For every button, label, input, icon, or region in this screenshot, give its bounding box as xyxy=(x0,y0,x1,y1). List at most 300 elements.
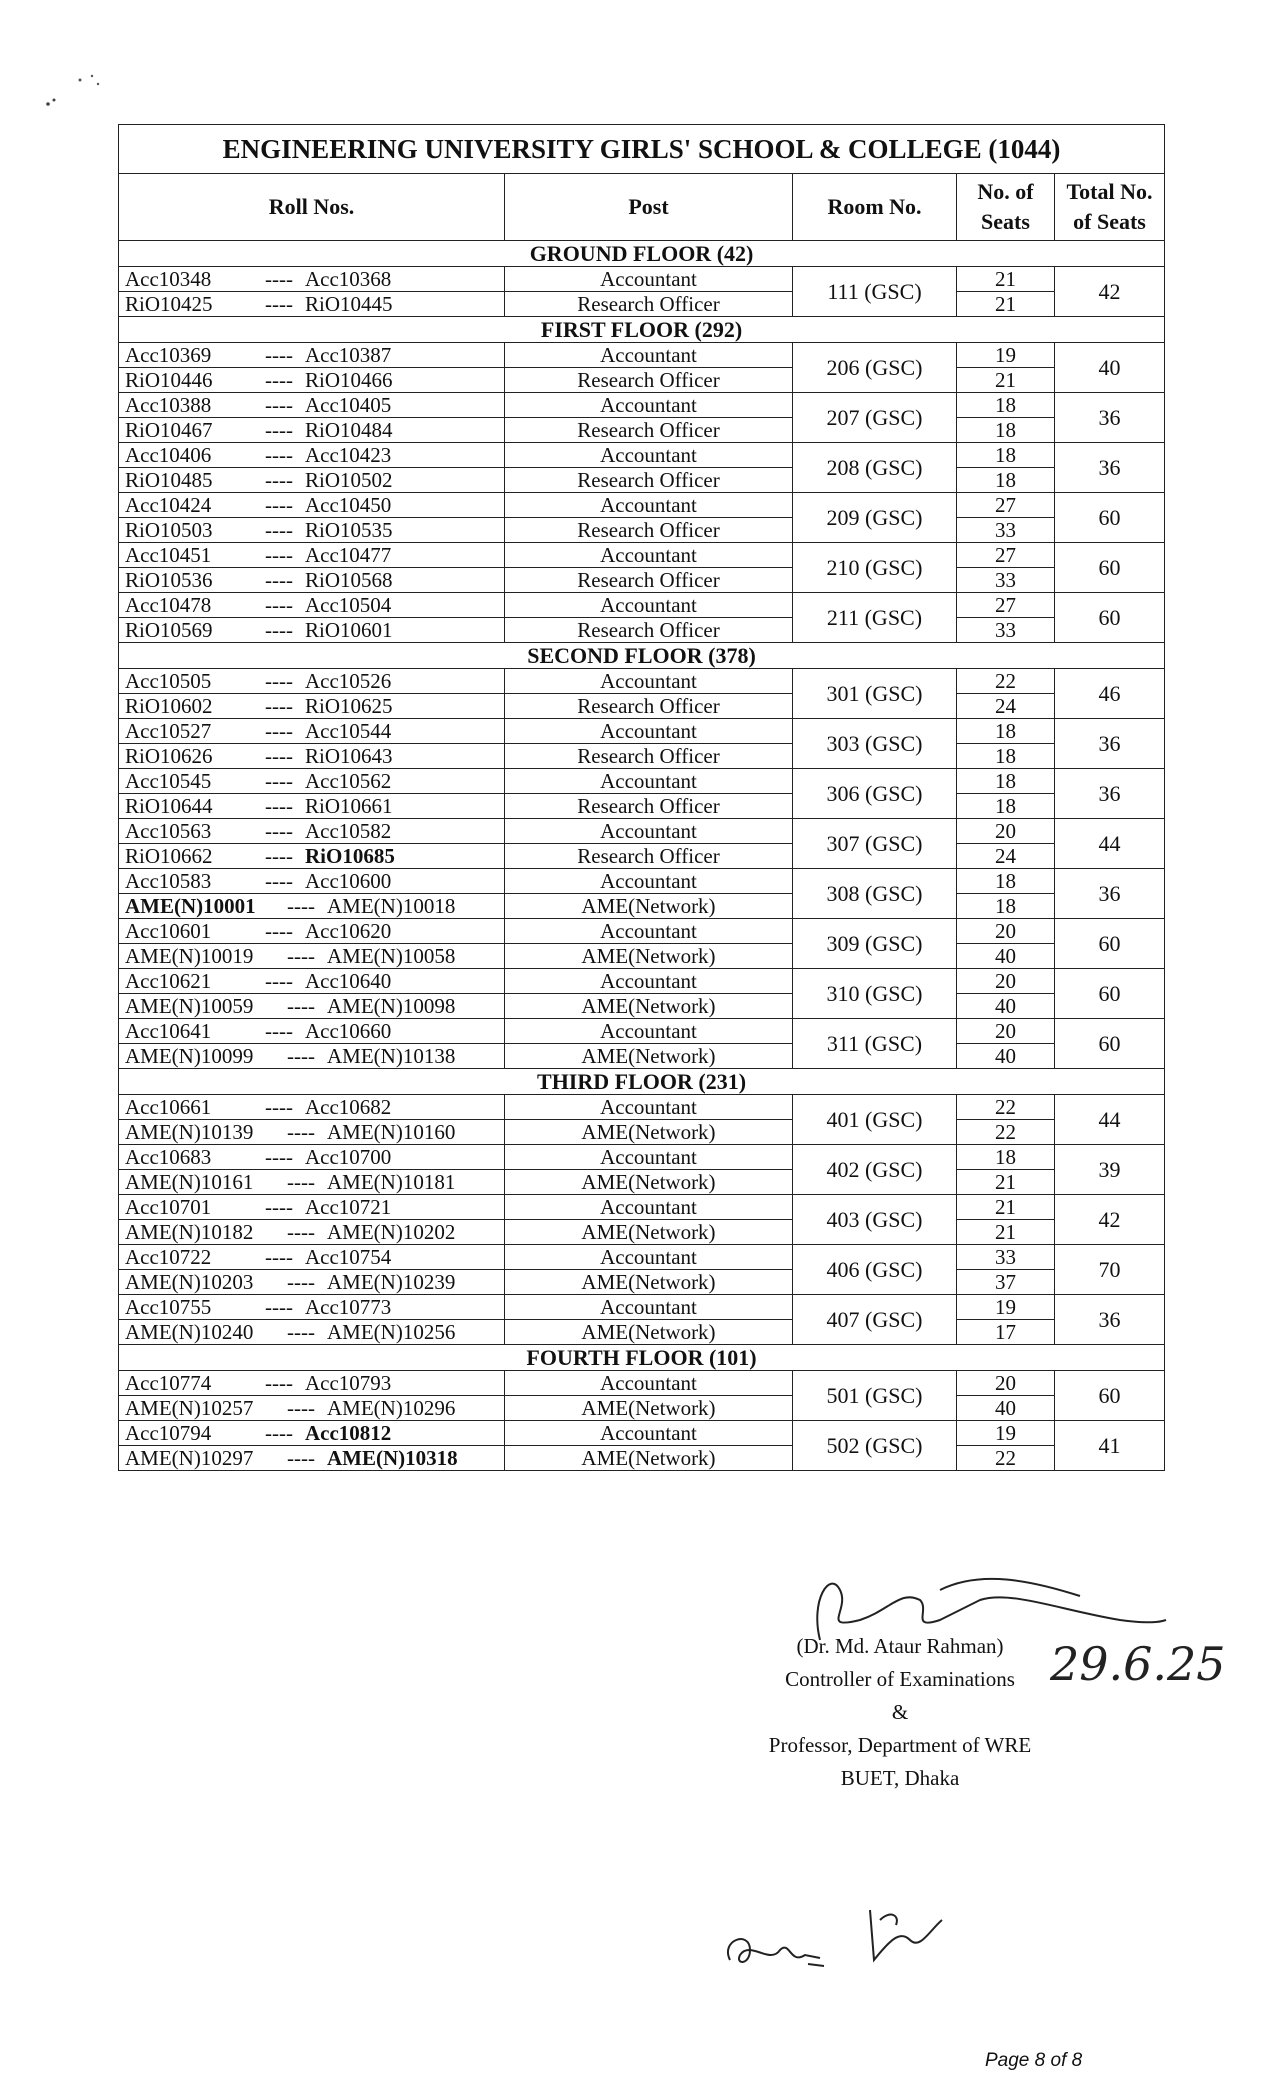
roll-range-cell xyxy=(119,1220,505,1245)
seats-cell: 20 xyxy=(957,1371,1055,1396)
roll-to: RiO10445 xyxy=(305,292,393,316)
roll-separator: ---- xyxy=(265,819,293,843)
roll-to: AME(N)10138 xyxy=(327,1044,456,1068)
room-number-cell: 308 (GSC) xyxy=(793,869,957,919)
post-cell: Accountant xyxy=(505,1245,793,1270)
roll-to: Acc10640 xyxy=(305,969,392,993)
roll-range-cell xyxy=(119,343,505,368)
roll-range-cell xyxy=(119,844,505,869)
post-cell: AME(Network) xyxy=(505,1320,793,1345)
table-row xyxy=(119,292,1165,317)
roll-to: AME(N)10018 xyxy=(327,894,456,918)
roll-to: RiO10661 xyxy=(305,794,393,818)
post-cell: Accountant xyxy=(505,1095,793,1120)
roll-to: Acc10620 xyxy=(305,919,392,943)
roll-separator: ---- xyxy=(265,418,293,442)
roll-range-cell xyxy=(119,1195,505,1220)
roll-range-cell xyxy=(119,518,505,543)
seats-cell: 24 xyxy=(957,694,1055,719)
roll-separator: ---- xyxy=(287,1446,315,1470)
floor-name: THIRD FLOOR (231) xyxy=(119,1069,1165,1095)
table-row xyxy=(119,1421,1165,1446)
roll-separator: ---- xyxy=(287,1270,315,1294)
seats-cell: 19 xyxy=(957,1421,1055,1446)
post-cell: Accountant xyxy=(505,1019,793,1044)
roll-to: AME(N)10098 xyxy=(327,994,456,1018)
table-row xyxy=(119,443,1165,468)
roll-range-cell xyxy=(119,1120,505,1145)
total-seats-cell: 60 xyxy=(1055,543,1165,593)
roll-from: Acc10348 xyxy=(125,267,212,291)
roll-separator: ---- xyxy=(265,1145,293,1169)
roll-from: AME(N)10099 xyxy=(125,1044,254,1068)
initials-scribble xyxy=(720,1920,840,1980)
roll-from: RiO10425 xyxy=(125,292,213,316)
roll-separator: ---- xyxy=(265,468,293,492)
seats-cell: 21 xyxy=(957,267,1055,292)
table-row xyxy=(119,593,1165,618)
roll-from: AME(N)10001 xyxy=(125,894,256,918)
seats-cell: 20 xyxy=(957,819,1055,844)
seats-cell: 33 xyxy=(957,1245,1055,1270)
post-cell: Accountant xyxy=(505,1421,793,1446)
table-row xyxy=(119,1371,1165,1396)
roll-from: AME(N)10203 xyxy=(125,1270,254,1294)
roll-to: Acc10773 xyxy=(305,1295,392,1319)
roll-separator: ---- xyxy=(265,744,293,768)
roll-range-cell xyxy=(119,769,505,794)
roll-to: Acc10423 xyxy=(305,443,392,467)
roll-to: AME(N)10058 xyxy=(327,944,456,968)
roll-to: AME(N)10296 xyxy=(327,1396,456,1420)
total-seats-cell: 60 xyxy=(1055,1019,1165,1069)
roll-separator: ---- xyxy=(265,618,293,642)
table-row xyxy=(119,794,1165,819)
roll-to: RiO10535 xyxy=(305,518,393,542)
signatory-title: Controller of Examinations xyxy=(785,1667,1015,1691)
roll-range-cell xyxy=(119,1270,505,1295)
roll-to: RiO10568 xyxy=(305,568,393,592)
roll-separator: ---- xyxy=(287,1220,315,1244)
table-row xyxy=(119,1095,1165,1120)
roll-from: Acc10794 xyxy=(125,1421,212,1445)
roll-from: RiO10503 xyxy=(125,518,213,542)
roll-from: RiO10602 xyxy=(125,694,213,718)
post-cell: Accountant xyxy=(505,869,793,894)
post-cell: Accountant xyxy=(505,819,793,844)
roll-to: Acc10721 xyxy=(305,1195,392,1219)
roll-to: Acc10526 xyxy=(305,669,392,693)
signature-block xyxy=(700,1630,1100,1795)
total-seats-cell: 44 xyxy=(1055,1095,1165,1145)
post-cell: Research Officer xyxy=(505,618,793,643)
roll-range-cell xyxy=(119,969,505,994)
table-row xyxy=(119,894,1165,919)
post-cell: Research Officer xyxy=(505,418,793,443)
roll-to: Acc10600 xyxy=(305,869,392,893)
roll-from: RiO10536 xyxy=(125,568,213,592)
roll-separator: ---- xyxy=(287,1044,315,1068)
roll-separator: ---- xyxy=(265,267,293,291)
roll-separator: ---- xyxy=(287,944,315,968)
seats-cell: 19 xyxy=(957,343,1055,368)
seats-cell: 18 xyxy=(957,719,1055,744)
roll-separator: ---- xyxy=(265,969,293,993)
seats-cell: 33 xyxy=(957,618,1055,643)
total-seats-cell: 36 xyxy=(1055,769,1165,819)
table-row xyxy=(119,719,1165,744)
post-cell: Research Officer xyxy=(505,368,793,393)
total-seats-cell: 60 xyxy=(1055,969,1165,1019)
roll-range-cell xyxy=(119,1371,505,1396)
roll-range-cell xyxy=(119,393,505,418)
roll-to: Acc10405 xyxy=(305,393,392,417)
total-seats-cell: 44 xyxy=(1055,819,1165,869)
roll-separator: ---- xyxy=(265,1095,293,1119)
roll-range-cell xyxy=(119,1245,505,1270)
seats-cell: 22 xyxy=(957,1095,1055,1120)
roll-range-cell xyxy=(119,1421,505,1446)
total-seats-cell: 36 xyxy=(1055,393,1165,443)
roll-to: Acc10754 xyxy=(305,1245,392,1269)
roll-from: Acc10545 xyxy=(125,769,212,793)
roll-range-cell xyxy=(119,443,505,468)
roll-separator: ---- xyxy=(265,694,293,718)
roll-from: RiO10467 xyxy=(125,418,213,442)
roll-from: AME(N)10182 xyxy=(125,1220,254,1244)
table-row xyxy=(119,1019,1165,1044)
room-number-cell: 111 (GSC) xyxy=(793,267,957,317)
roll-separator: ---- xyxy=(265,292,293,316)
floor-header-row xyxy=(119,1345,1165,1371)
seats-cell: 27 xyxy=(957,593,1055,618)
roll-from: Acc10722 xyxy=(125,1245,212,1269)
roll-range-cell xyxy=(119,944,505,969)
roll-range-cell xyxy=(119,894,505,919)
total-seats-cell: 36 xyxy=(1055,1295,1165,1345)
seats-cell: 40 xyxy=(957,994,1055,1019)
roll-separator: ---- xyxy=(265,593,293,617)
room-number-cell: 210 (GSC) xyxy=(793,543,957,593)
seat-plan-table xyxy=(118,124,1165,1471)
table-row xyxy=(119,1170,1165,1195)
room-number-cell: 209 (GSC) xyxy=(793,493,957,543)
roll-separator: ---- xyxy=(265,1245,293,1269)
table-row xyxy=(119,418,1165,443)
post-cell: Research Officer xyxy=(505,518,793,543)
seats-cell: 22 xyxy=(957,1446,1055,1471)
total-seats-cell: 70 xyxy=(1055,1245,1165,1295)
roll-from: RiO10485 xyxy=(125,468,213,492)
seats-cell: 18 xyxy=(957,869,1055,894)
roll-to: RiO10502 xyxy=(305,468,393,492)
room-number-cell: 206 (GSC) xyxy=(793,343,957,393)
post-cell: Accountant xyxy=(505,769,793,794)
roll-to: RiO10466 xyxy=(305,368,393,392)
roll-from: AME(N)10257 xyxy=(125,1396,254,1420)
table-row xyxy=(119,468,1165,493)
table-row xyxy=(119,1145,1165,1170)
table-row xyxy=(119,1220,1165,1245)
roll-to: AME(N)10318 xyxy=(327,1446,458,1470)
roll-separator: ---- xyxy=(265,493,293,517)
roll-from: Acc10478 xyxy=(125,593,212,617)
roll-separator: ---- xyxy=(265,919,293,943)
floor-header-row xyxy=(119,241,1165,267)
table-row xyxy=(119,869,1165,894)
roll-from: AME(N)10240 xyxy=(125,1320,254,1344)
roll-separator: ---- xyxy=(287,1396,315,1420)
post-cell: Accountant xyxy=(505,1195,793,1220)
roll-to: Acc10368 xyxy=(305,267,392,291)
seats-cell: 20 xyxy=(957,919,1055,944)
roll-range-cell xyxy=(119,593,505,618)
table-row xyxy=(119,1195,1165,1220)
roll-to: RiO10625 xyxy=(305,694,393,718)
roll-separator: ---- xyxy=(265,343,293,367)
roll-from: Acc10641 xyxy=(125,1019,212,1043)
roll-range-cell xyxy=(119,493,505,518)
room-number-cell: 502 (GSC) xyxy=(793,1421,957,1471)
roll-from: Acc10451 xyxy=(125,543,212,567)
post-cell: Accountant xyxy=(505,343,793,368)
room-number-cell: 207 (GSC) xyxy=(793,393,957,443)
roll-range-cell xyxy=(119,618,505,643)
header-post: Post xyxy=(505,174,793,241)
roll-range-cell xyxy=(119,819,505,844)
post-cell: Accountant xyxy=(505,593,793,618)
table-row xyxy=(119,1446,1165,1471)
total-seats-cell: 42 xyxy=(1055,267,1165,317)
roll-from: AME(N)10019 xyxy=(125,944,254,968)
roll-range-cell xyxy=(119,292,505,317)
roll-range-cell xyxy=(119,719,505,744)
signatory-department: Professor, Department of WRE xyxy=(768,1733,1032,1757)
room-number-cell: 211 (GSC) xyxy=(793,593,957,643)
seats-cell: 40 xyxy=(957,944,1055,969)
total-seats-cell: 60 xyxy=(1055,593,1165,643)
post-cell: Accountant xyxy=(505,1295,793,1320)
roll-from: Acc10621 xyxy=(125,969,212,993)
roll-from: AME(N)10161 xyxy=(125,1170,254,1194)
initials-scribble xyxy=(860,1900,950,1970)
room-number-cell: 301 (GSC) xyxy=(793,669,957,719)
table-row xyxy=(119,368,1165,393)
table-row xyxy=(119,669,1165,694)
roll-separator: ---- xyxy=(265,669,293,693)
roll-separator: ---- xyxy=(265,543,293,567)
roll-from: Acc10388 xyxy=(125,393,212,417)
seats-cell: 18 xyxy=(957,393,1055,418)
room-number-cell: 303 (GSC) xyxy=(793,719,957,769)
roll-range-cell xyxy=(119,1019,505,1044)
post-cell: Research Officer xyxy=(505,744,793,769)
seats-cell: 21 xyxy=(957,292,1055,317)
roll-range-cell xyxy=(119,543,505,568)
roll-from: Acc10505 xyxy=(125,669,212,693)
post-cell: Accountant xyxy=(505,969,793,994)
table-row xyxy=(119,493,1165,518)
roll-separator: ---- xyxy=(265,393,293,417)
signatory-institution: BUET, Dhaka xyxy=(840,1766,960,1790)
roll-from: Acc10527 xyxy=(125,719,212,743)
table-row xyxy=(119,1295,1165,1320)
roll-separator: ---- xyxy=(287,1120,315,1144)
header-room-no: Room No. xyxy=(793,174,957,241)
post-cell: Research Officer xyxy=(505,468,793,493)
page-number: Page 8 of 8 xyxy=(985,2050,1083,2071)
roll-from: Acc10583 xyxy=(125,869,212,893)
seats-cell: 18 xyxy=(957,744,1055,769)
roll-separator: ---- xyxy=(265,1195,293,1219)
roll-range-cell xyxy=(119,1095,505,1120)
roll-range-cell xyxy=(119,744,505,769)
table-row xyxy=(119,969,1165,994)
header-roll-nos: Roll Nos. xyxy=(119,174,505,241)
roll-from: AME(N)10059 xyxy=(125,994,254,1018)
roll-range-cell xyxy=(119,418,505,443)
seats-cell: 18 xyxy=(957,418,1055,443)
post-cell: Accountant xyxy=(505,669,793,694)
roll-separator: ---- xyxy=(265,1371,293,1395)
roll-from: Acc10369 xyxy=(125,343,212,367)
table-row xyxy=(119,618,1165,643)
table-body xyxy=(119,241,1165,1471)
roll-separator: ---- xyxy=(287,1320,315,1344)
roll-separator: ---- xyxy=(265,769,293,793)
room-number-cell: 306 (GSC) xyxy=(793,769,957,819)
roll-separator: ---- xyxy=(265,568,293,592)
table-row xyxy=(119,769,1165,794)
seats-cell: 21 xyxy=(957,368,1055,393)
post-cell: Research Officer xyxy=(505,694,793,719)
seats-cell: 22 xyxy=(957,669,1055,694)
roll-range-cell xyxy=(119,994,505,1019)
seats-cell: 21 xyxy=(957,1195,1055,1220)
roll-to: Acc10812 xyxy=(305,1421,392,1445)
seats-cell: 18 xyxy=(957,794,1055,819)
seats-cell: 20 xyxy=(957,1019,1055,1044)
roll-separator: ---- xyxy=(287,894,315,918)
seats-cell: 27 xyxy=(957,493,1055,518)
signatory-name: (Dr. Md. Ataur Rahman) xyxy=(796,1634,1004,1658)
roll-separator: ---- xyxy=(265,1019,293,1043)
roll-separator: ---- xyxy=(265,794,293,818)
seats-cell: 40 xyxy=(957,1044,1055,1069)
room-number-cell: 208 (GSC) xyxy=(793,443,957,493)
total-seats-cell: 40 xyxy=(1055,343,1165,393)
seats-cell: 19 xyxy=(957,1295,1055,1320)
floor-header-row xyxy=(119,643,1165,669)
roll-to: AME(N)10181 xyxy=(327,1170,456,1194)
roll-to: AME(N)10202 xyxy=(327,1220,456,1244)
svg-text:29.6.25: 29.6.25 xyxy=(1050,1637,1226,1691)
roll-to: Acc10387 xyxy=(305,343,392,367)
scan-specks xyxy=(40,60,160,120)
table-row xyxy=(119,919,1165,944)
post-cell: AME(Network) xyxy=(505,994,793,1019)
roll-separator: ---- xyxy=(265,518,293,542)
roll-to: Acc10450 xyxy=(305,493,392,517)
roll-separator: ---- xyxy=(265,869,293,893)
room-number-cell: 310 (GSC) xyxy=(793,969,957,1019)
header-no-of-seats: No. of Seats xyxy=(957,174,1055,241)
roll-to: AME(N)10256 xyxy=(327,1320,456,1344)
seats-cell: 18 xyxy=(957,468,1055,493)
total-seats-cell: 46 xyxy=(1055,669,1165,719)
seats-cell: 33 xyxy=(957,568,1055,593)
post-cell: AME(Network) xyxy=(505,1446,793,1471)
signatory-ampersand: & xyxy=(891,1700,909,1724)
roll-range-cell xyxy=(119,1145,505,1170)
roll-separator: ---- xyxy=(287,1170,315,1194)
room-number-cell: 311 (GSC) xyxy=(793,1019,957,1069)
roll-to: Acc10682 xyxy=(305,1095,392,1119)
roll-to: Acc10544 xyxy=(305,719,392,743)
seats-cell: 24 xyxy=(957,844,1055,869)
table-row xyxy=(119,819,1165,844)
roll-range-cell xyxy=(119,794,505,819)
post-cell: AME(Network) xyxy=(505,1170,793,1195)
table-row xyxy=(119,1120,1165,1145)
seats-cell: 20 xyxy=(957,969,1055,994)
roll-range-cell xyxy=(119,468,505,493)
room-number-cell: 407 (GSC) xyxy=(793,1295,957,1345)
post-cell: Accountant xyxy=(505,543,793,568)
table-row xyxy=(119,944,1165,969)
post-cell: AME(Network) xyxy=(505,944,793,969)
total-seats-cell: 39 xyxy=(1055,1145,1165,1195)
header-total-seats: Total No. of Seats xyxy=(1055,174,1165,241)
roll-range-cell xyxy=(119,267,505,292)
roll-from: Acc10755 xyxy=(125,1295,212,1319)
total-seats-cell: 36 xyxy=(1055,443,1165,493)
roll-from: Acc10601 xyxy=(125,919,212,943)
room-number-cell: 309 (GSC) xyxy=(793,919,957,969)
post-cell: Research Officer xyxy=(505,844,793,869)
roll-from: AME(N)10139 xyxy=(125,1120,254,1144)
roll-from: Acc10683 xyxy=(125,1145,212,1169)
post-cell: Accountant xyxy=(505,443,793,468)
seats-cell: 18 xyxy=(957,894,1055,919)
roll-from: Acc10563 xyxy=(125,819,212,843)
post-cell: AME(Network) xyxy=(505,894,793,919)
post-cell: Research Officer xyxy=(505,292,793,317)
roll-from: Acc10774 xyxy=(125,1371,212,1395)
roll-range-cell xyxy=(119,568,505,593)
floor-name: SECOND FLOOR (378) xyxy=(119,643,1165,669)
post-cell: AME(Network) xyxy=(505,1220,793,1245)
roll-separator: ---- xyxy=(265,719,293,743)
floor-name: GROUND FLOOR (42) xyxy=(119,241,1165,267)
seats-cell: 18 xyxy=(957,1145,1055,1170)
roll-range-cell xyxy=(119,869,505,894)
room-number-cell: 401 (GSC) xyxy=(793,1095,957,1145)
room-number-cell: 307 (GSC) xyxy=(793,819,957,869)
room-number-cell: 402 (GSC) xyxy=(793,1145,957,1195)
roll-to: AME(N)10239 xyxy=(327,1270,456,1294)
table-title: ENGINEERING UNIVERSITY GIRLS' SCHOOL & COLLEGE (1044) xyxy=(119,125,1165,174)
room-number-cell: 403 (GSC) xyxy=(793,1195,957,1245)
post-cell: Accountant xyxy=(505,267,793,292)
roll-from: Acc10661 xyxy=(125,1095,212,1119)
roll-separator: ---- xyxy=(265,844,293,868)
table-row xyxy=(119,1245,1165,1270)
roll-separator: ---- xyxy=(265,368,293,392)
roll-range-cell xyxy=(119,368,505,393)
table-row xyxy=(119,694,1165,719)
roll-from: RiO10662 xyxy=(125,844,213,868)
